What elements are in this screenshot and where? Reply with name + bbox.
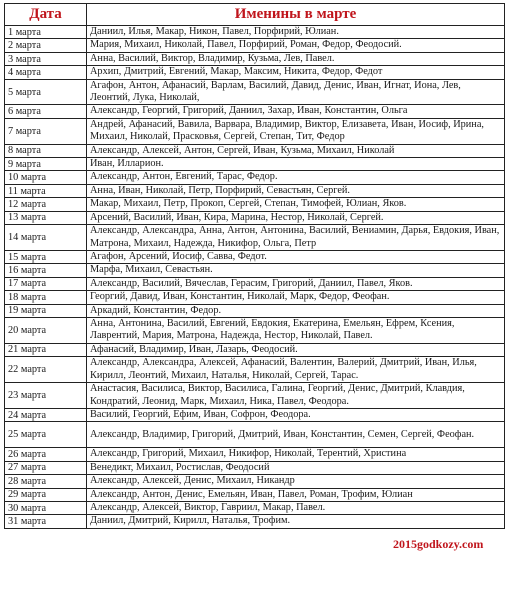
row-date: 29 марта: [5, 488, 87, 501]
row-names: Александр, Антон, Денис, Емельян, Иван, Павел, Роман, Трофим, Юлиан: [87, 488, 505, 501]
row-date: 8 марта: [5, 144, 87, 157]
row-names: Георгий, Давид, Иван, Константин, Николай, Марк, Федор, Феофан.: [87, 291, 505, 304]
row-date: 9 марта: [5, 158, 87, 171]
row-names: Даниил, Дмитрий, Кирилл, Наталья, Трофим.: [87, 515, 505, 528]
row-date: 22 марта: [5, 357, 87, 383]
row-names: Анастасия, Василиса, Виктор, Василиса, Галина, Георгий, Денис, Дмитрий, Клавдия, Кондратий, Леонид, Марк, Михаил, Ника, Павел, Феодора.: [87, 383, 505, 409]
row-names: Марфа, Михаил, Севастьян.: [87, 264, 505, 277]
row-date: 25 марта: [5, 422, 87, 448]
row-date: 6 марта: [5, 105, 87, 118]
table-row: [5, 171, 505, 184]
table-row: [5, 461, 505, 474]
row-date: 17 марта: [5, 277, 87, 290]
row-date: 7 марта: [5, 118, 87, 144]
row-names: Александр, Антон, Евгений, Тарас, Федор.: [87, 171, 505, 184]
table-row: [5, 264, 505, 277]
row-names: Александр, Георгий, Григорий, Даниил, Захар, Иван, Константин, Ольга: [87, 105, 505, 118]
row-date: 30 марта: [5, 502, 87, 515]
row-date: 12 марта: [5, 198, 87, 211]
row-date: 15 марта: [5, 250, 87, 263]
row-date: 13 марта: [5, 211, 87, 224]
table-row: [5, 488, 505, 501]
header-names: Именины в марте: [87, 4, 505, 26]
table-row: [5, 144, 505, 157]
row-names: Аркадий, Константин, Федор.: [87, 304, 505, 317]
row-date: 10 марта: [5, 171, 87, 184]
row-names: Агафон, Антон, Афанасий, Варлам, Василий, Давид, Денис, Иван, Игнат, Иона, Лев, Леонтий, Лука, Николай,: [87, 79, 505, 105]
table-row: [5, 357, 505, 383]
table-row: [5, 475, 505, 488]
row-date: 5 марта: [5, 79, 87, 105]
row-date: 16 марта: [5, 264, 87, 277]
row-date: 1 марта: [5, 26, 87, 39]
table-body: [5, 26, 505, 529]
table-row: [5, 515, 505, 528]
row-date: 28 марта: [5, 475, 87, 488]
row-names: Александр, Василий, Вячеслав, Герасим, Григорий, Даниил, Павел, Яков.: [87, 277, 505, 290]
table-row: [5, 502, 505, 515]
table-row: [5, 26, 505, 39]
row-names: Архип, Дмитрий, Евгений, Макар, Максим, Никита, Федор, Федот: [87, 66, 505, 79]
row-date: 4 марта: [5, 66, 87, 79]
table-row: [5, 277, 505, 290]
table-row: [5, 317, 505, 343]
row-date: 14 марта: [5, 225, 87, 251]
table-row: [5, 105, 505, 118]
table-row: [5, 79, 505, 105]
table-row: [5, 66, 505, 79]
table-row: [5, 39, 505, 52]
row-date: 27 марта: [5, 461, 87, 474]
table-row: [5, 184, 505, 197]
row-names: Александр, Алексей, Антон, Сергей, Иван, Кузьма, Михаил, Николай: [87, 144, 505, 157]
row-names: Александр, Алексей, Денис, Михаил, Никандр: [87, 475, 505, 488]
table-header-row: [5, 4, 505, 26]
row-date: 31 марта: [5, 515, 87, 528]
table-row: [5, 52, 505, 65]
row-names: Александр, Александра, Алексей, Афанасий, Валентин, Валерий, Дмитрий, Иван, Илья, Кирилл, Леонтий, Михаил, Наталья, Николай, Сергей, Тарас.: [87, 357, 505, 383]
row-date: 2 марта: [5, 39, 87, 52]
row-date: 21 марта: [5, 343, 87, 356]
row-date: 24 марта: [5, 408, 87, 421]
row-names: Александр, Александра, Анна, Антон, Антонина, Василий, Вениамин, Дарья, Евдокия, Иван, Матрона, Михаил, Надежда, Никифор, Ольга, Петр: [87, 225, 505, 251]
table-row: [5, 383, 505, 409]
table-row: [5, 422, 505, 448]
row-names: Александр, Алексей, Виктор, Гавриил, Макар, Павел.: [87, 502, 505, 515]
row-names: Анна, Василий, Виктор, Владимир, Кузьма, Лев, Павел.: [87, 52, 505, 65]
header-date: Дата: [5, 4, 87, 26]
table-row: [5, 250, 505, 263]
row-names: Агафон, Арсений, Иосиф, Савва, Федот.: [87, 250, 505, 263]
table-row: [5, 291, 505, 304]
row-date: 26 марта: [5, 448, 87, 461]
name-days-table: [4, 3, 505, 529]
row-names: Афанасий, Владимир, Иван, Лазарь, Феодосий.: [87, 343, 505, 356]
row-names: Мария, Михаил, Николай, Павел, Порфирий, Роман, Федор, Феодосий.: [87, 39, 505, 52]
table-row: [5, 118, 505, 144]
site-watermark: 2015godkozy.com: [393, 537, 484, 551]
row-date: 19 марта: [5, 304, 87, 317]
row-names: Александр, Григорий, Михаил, Никифор, Николай, Терентий, Христина: [87, 448, 505, 461]
row-names: Андрей, Афанасий, Вавила, Варвара, Владимир, Виктор, Елизавета, Иван, Иосиф, Ирина, Михаил, Николай, Прасковья, Сергей, Степан, Тит, Федор: [87, 118, 505, 144]
row-date: 11 марта: [5, 184, 87, 197]
table-row: [5, 198, 505, 211]
row-names: Венедикт, Михаил, Ростислав, Феодосий: [87, 461, 505, 474]
row-names: Анна, Антонина, Василий, Евгений, Евдокия, Екатерина, Емельян, Ефрем, Ксения, Лаврентий, Мария, Матрона, Надежда, Нестор, Николай, Павел.: [87, 317, 505, 343]
table-row: [5, 225, 505, 251]
row-names: Даниил, Илья, Макар, Никон, Павел, Порфирий, Юлиан.: [87, 26, 505, 39]
row-date: 18 марта: [5, 291, 87, 304]
row-names: Василий, Георгий, Ефим, Иван, Софрон, Феодора.: [87, 408, 505, 421]
row-date: 23 марта: [5, 383, 87, 409]
row-names: Анна, Иван, Николай, Петр, Порфирий, Севастьян, Сергей.: [87, 184, 505, 197]
row-names: Александр, Владимир, Григорий, Дмитрий, Иван, Константин, Семен, Сергей, Феофан.: [87, 422, 505, 448]
row-date: 3 марта: [5, 52, 87, 65]
table-row: [5, 304, 505, 317]
row-names: Арсений, Василий, Иван, Кира, Марина, Нестор, Николай, Сергей.: [87, 211, 505, 224]
row-names: Макар, Михаил, Петр, Прокоп, Сергей, Степан, Тимофей, Юлиан, Яков.: [87, 198, 505, 211]
table-row: [5, 211, 505, 224]
table-row: [5, 448, 505, 461]
table-row: [5, 408, 505, 421]
table-row: [5, 343, 505, 356]
row-names: Иван, Илларион.: [87, 158, 505, 171]
table-row: [5, 158, 505, 171]
row-date: 20 марта: [5, 317, 87, 343]
